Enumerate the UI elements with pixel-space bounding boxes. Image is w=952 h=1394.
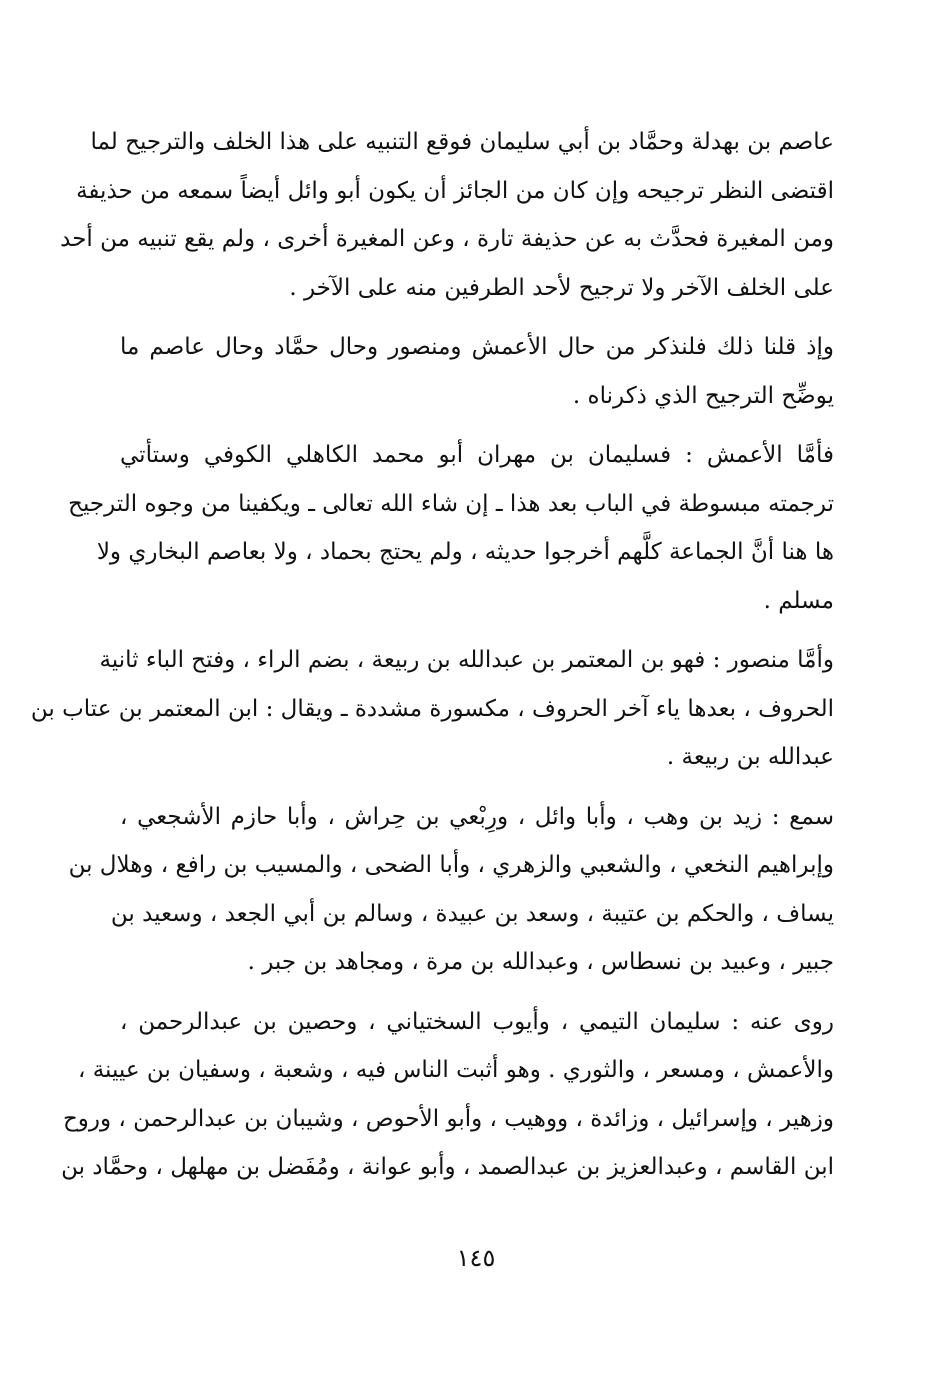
text-line: وأمَّا منصور : فهو بن المعتمر بن عبدالله بن ربيعة ، بضم الراء ، وفتح الباء ثانية <box>99 647 834 673</box>
paragraph-1 <box>60 118 834 312</box>
text-line: مسلم . <box>763 587 834 614</box>
text-line: ترجمته مبسوطة في الباب بعد هذا ـ إن شاء الله تعالى ـ ويكفينا من وجوه الترجيح <box>68 490 834 517</box>
text-line: فأمَّا الأعمش : فسليمان بن مهران أبو محمد الكاهلي الكوفي وستأتي <box>120 442 834 468</box>
text-line: عاصم بن بهدلة وحمَّاد بن أبي سليمان فوقع التنبيه على هذا الخلف والترجيح لما <box>90 129 834 155</box>
text-line: ومن المغيرة فحدَّث به عن حذيفة تارة ، وعن المغيرة أخرى ، ولم يقع تنبيه من أحد <box>60 226 834 252</box>
text-line: على الخلف الآخر ولا ترجيح لأحد الطرفين منه على الآخر . <box>289 274 834 301</box>
body-text <box>30 118 834 1192</box>
text-line: روى عنه : سليمان التيمي ، وأيوب السختياني ، وحصين بن عبدالرحمن ، <box>120 1008 834 1035</box>
text-line: ها هنا أنَّ الجماعة كلَّهم أخرجوا حديثه ، ولم يحتج بحماد ، ولا بعاصم البخاري ولا <box>96 539 834 565</box>
paragraph-2 <box>120 323 834 420</box>
paragraph-5 <box>68 793 834 987</box>
paragraph-3 <box>68 431 834 625</box>
text-line: ابن القاسم ، وعبدالعزيز بن عبدالصمد ، وأبو عوانة ، ومُفَضل بن مهلهل ، وحمَّاد بن <box>61 1154 834 1180</box>
text-line: يوضِّح الترجيح الذي ذكرناه . <box>572 382 834 409</box>
text-line: يساف ، والحكم بن عتيبة ، وسعد بن عبيدة ، وسالم بن أبي الجعد ، وسعيد بن <box>110 900 834 927</box>
paragraph-6 <box>61 998 834 1192</box>
text-line: وزهير ، وإسرائيل ، وزائدة ، ووهيب ، وأبو الأحوص ، وشيبان بن عبدالرحمن ، وروح <box>62 1105 834 1132</box>
text-line: وإبراهيم النخعي ، والشعبي والزهري ، وأبا الضحى ، والمسيب بن رافع ، وهلال بن <box>68 852 834 878</box>
text-line: الحروف ، بعدها ياء آخر الحروف ، مكسورة مشددة ـ ويقال : ابن المعتمر بن عتاب بن <box>30 695 834 722</box>
text-line: جبير ، وعبيد بن نسطاس ، وعبدالله بن مرة ، ومجاهد بن جبر . <box>247 949 834 975</box>
text-line: والأعمش ، ومسعر ، والثوري . وهو أثبت الناس فيه ، وشعبة ، وسفيان بن عيينة ، <box>77 1057 834 1083</box>
page-number: ١٤٥ <box>456 1244 496 1272</box>
text-line: اقتضى النظر ترجيحه وإن كان من الجائز أن يكون أبو وائل أيضاً سمعه من حذيفة <box>76 177 834 204</box>
paragraph-4 <box>30 636 834 782</box>
text-line: وإذ قلنا ذلك فلنذكر من حال الأعمش ومنصور وحال حمَّاد وحال عاصم ما <box>120 334 834 360</box>
text-line: سمع : زيد بن وهب ، وأبا وائل ، ورِبْعي بن حِراش ، وأبا حازم الأشجعي ، <box>120 803 834 830</box>
text-line: عبدالله بن ربيعة . <box>666 744 834 770</box>
